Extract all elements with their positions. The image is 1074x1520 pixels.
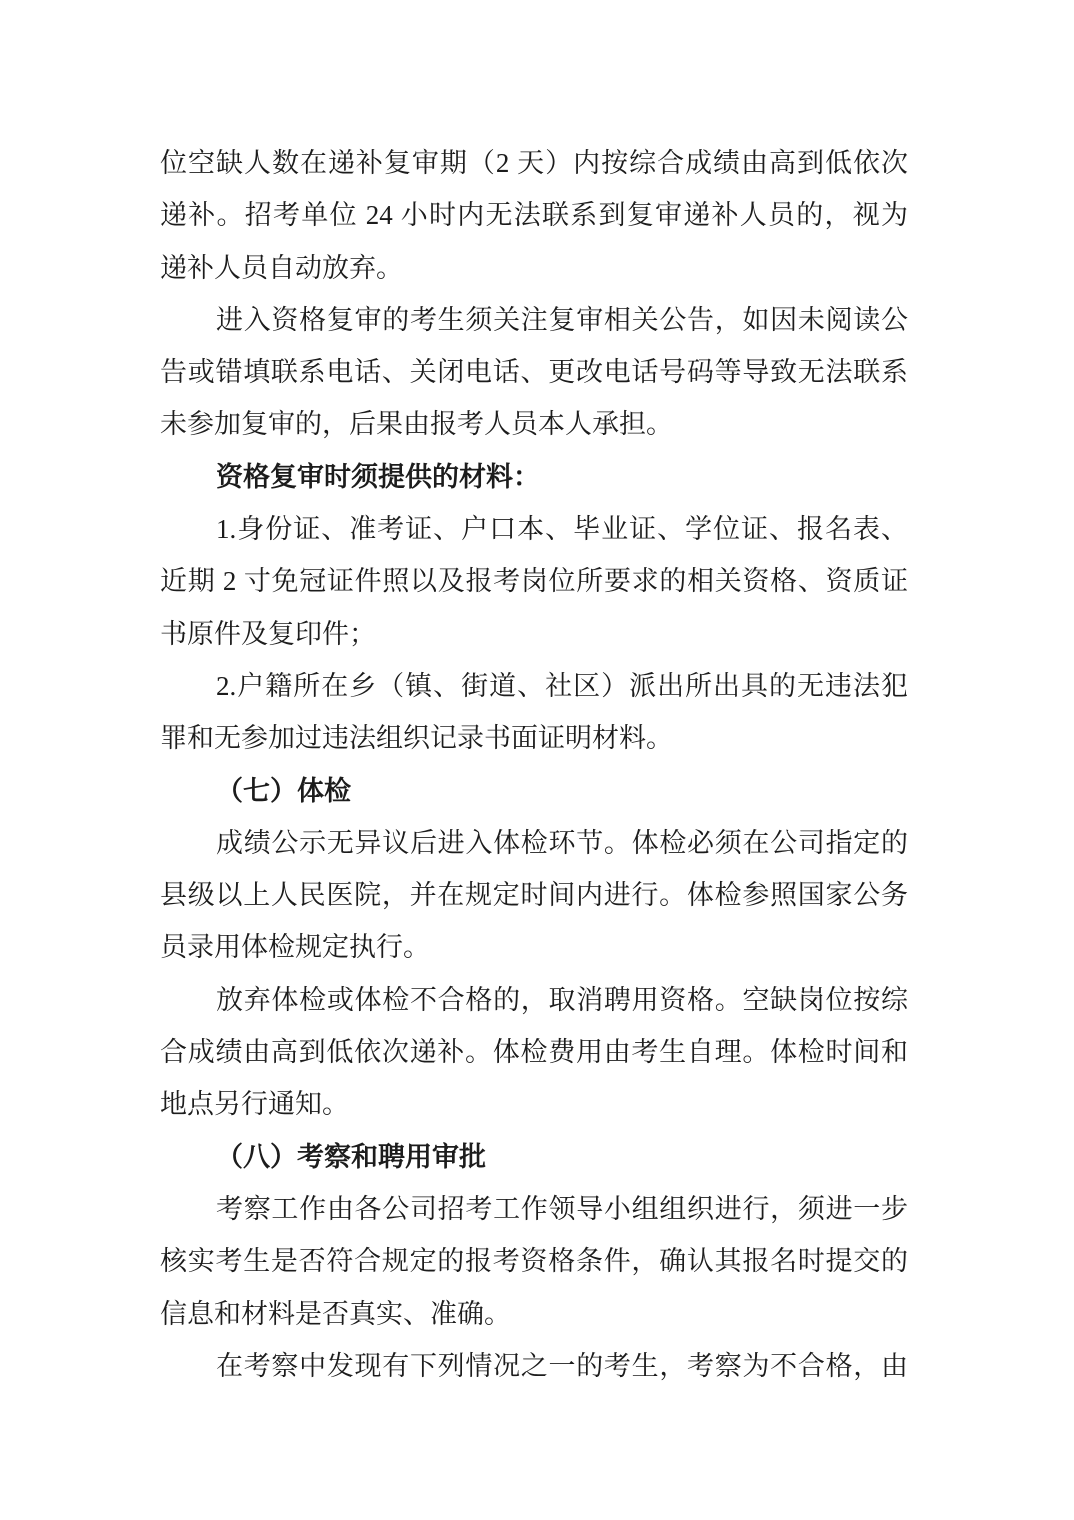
text-line: 核实考生是否符合规定的报考资格条件，确认其报名时提交的	[160, 1246, 908, 1277]
text-line: 考察工作由各公司招考工作领导小组组织进行，须进一步	[216, 1193, 908, 1224]
text-line: 地点另行通知。	[160, 1089, 349, 1120]
document-body	[160, 137, 908, 1392]
text-line: 未参加复审的，后果由报考人员本人承担。	[160, 409, 673, 440]
text-line: 2.户籍所在乡（镇、街道、社区）派出所出具的无违法犯	[216, 670, 908, 701]
text-line: 递补。招考单位 24 小时内无法联系到复审递补人员的，视为	[160, 200, 908, 231]
document-paragraph	[160, 974, 908, 1131]
document-heading	[160, 451, 908, 503]
text-line: 资格复审时须提供的材料：	[216, 461, 540, 492]
document-heading	[160, 765, 908, 817]
document-paragraph	[160, 137, 908, 294]
text-line: 近期 2 寸免冠证件照以及报考岗位所要求的相关资格、资质证	[160, 566, 908, 597]
document-paragraph	[160, 817, 908, 974]
text-line: 县级以上人民医院，并在规定时间内进行。体检参照国家公务	[160, 880, 908, 911]
text-line: 进入资格复审的考生须关注复审相关公告，如因未阅读公	[216, 304, 908, 335]
document-paragraph	[160, 1340, 908, 1392]
text-line: 递补人员自动放弃。	[160, 252, 403, 283]
document-paragraph	[160, 503, 908, 660]
text-line: 成绩公示无异议后进入体检环节。体检必须在公司指定的	[216, 827, 908, 858]
document-paragraph	[160, 294, 908, 451]
text-line: 信息和材料是否真实、准确。	[160, 1298, 511, 1329]
text-line: 告或错填联系电话、关闭电话、更改电话号码等导致无法联系	[160, 357, 908, 388]
text-line: 在考察中发现有下列情况之一的考生，考察为不合格，由	[216, 1350, 908, 1381]
text-line: 合成绩由高到低依次递补。体检费用由考生自理。体检时间和	[160, 1037, 908, 1068]
text-line: 书原件及复印件；	[160, 618, 376, 649]
text-line: 位空缺人数在递补复审期（2 天）内按综合成绩由高到低依次	[160, 148, 908, 178]
document-paragraph	[160, 1183, 908, 1340]
document-paragraph	[160, 660, 908, 765]
text-line: 1.身份证、准考证、户口本、毕业证、学位证、报名表、	[216, 514, 908, 545]
text-line: （八）考察和聘用审批	[216, 1141, 486, 1172]
text-line: 放弃体检或体检不合格的，取消聘用资格。空缺岗位按综	[216, 984, 908, 1015]
text-line: 罪和无参加过违法组织记录书面证明材料。	[160, 723, 673, 754]
text-line: 员录用体检规定执行。	[160, 932, 430, 963]
text-line: （七）体检	[216, 775, 351, 806]
document-heading	[160, 1131, 908, 1183]
